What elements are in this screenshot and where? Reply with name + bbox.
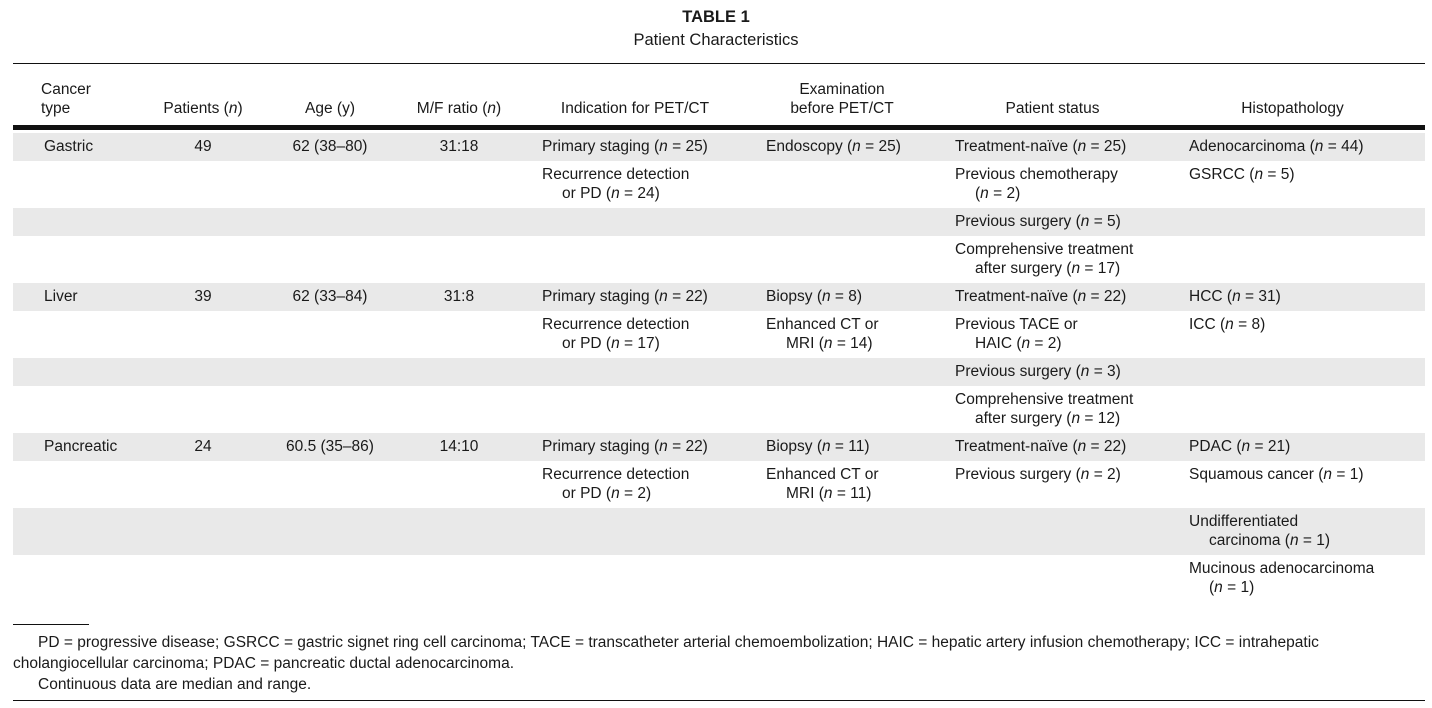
table-cell-histopathology (1189, 165, 1419, 184)
cell-line: Endoscopy (n = 25) (766, 138, 901, 155)
row-band (13, 208, 1425, 236)
cell-line: Mucinous adenocarcinoma (1189, 560, 1375, 577)
header-patients (143, 76, 263, 118)
table-cell-indication (542, 315, 752, 353)
cell-line: Undifferentiated (1189, 513, 1299, 530)
table-cell-examination (766, 315, 951, 353)
table-cell-histopathology (1189, 287, 1419, 306)
cell-line: Biopsy (n = 11) (766, 438, 870, 455)
cell-line: 62 (38–80) (292, 138, 368, 155)
cell-line: after surgery (n = 12) (975, 410, 1121, 427)
header-examination: Examination before PET/CT (790, 81, 894, 117)
footnote-rule (13, 624, 89, 625)
cell-line: Liver (44, 288, 78, 305)
cell-line: Adenocarcinoma (n = 44) (1189, 138, 1364, 155)
cell-line: Pancreatic (44, 438, 118, 455)
table-cell-cancer-type (44, 287, 144, 306)
table-title: TABLE 1 (682, 8, 750, 26)
cell-line: Primary staging (n = 25) (542, 138, 708, 155)
cell-line: or PD (n = 24) (562, 185, 660, 202)
cell-line: ICC (n = 8) (1189, 316, 1266, 333)
header-status: Patient status (1005, 100, 1100, 117)
cell-line: Comprehensive treatment (955, 391, 1134, 408)
table-cell-histopathology (1189, 315, 1419, 334)
cell-line: GSRCC (n = 5) (1189, 166, 1295, 183)
table-cell-indication (542, 465, 752, 503)
table-cell-status (955, 390, 1180, 428)
cell-line: 49 (194, 138, 212, 155)
cell-line: after surgery (n = 17) (975, 260, 1121, 277)
bottom-rule (13, 700, 1425, 701)
cell-line: Squamous cancer (n = 1) (1189, 466, 1364, 483)
cell-line: 39 (194, 288, 212, 305)
table-cell-status (955, 240, 1180, 278)
header-histopathology: Histopathology (1241, 100, 1344, 117)
footnote-note: Continuous data are median and range. (38, 676, 312, 693)
cell-line: HAIC (n = 2) (975, 335, 1062, 352)
table-cell-status (955, 212, 1180, 231)
table-cell-examination (766, 287, 951, 306)
header-rule (13, 125, 1425, 130)
table-subtitle: Patient Characteristics (633, 31, 799, 49)
cell-line: Primary staging (n = 22) (542, 438, 708, 455)
header-age: Age (y) (305, 100, 355, 117)
cell-line: 24 (194, 438, 212, 455)
table-cell-examination (766, 137, 951, 156)
cell-line: Treatment-naïve (n = 25) (955, 138, 1127, 155)
header-mf-ratio-text: M/F ratio (n) (416, 100, 502, 117)
table-cell-status (955, 287, 1180, 306)
cell-line: 31:18 (439, 138, 479, 155)
footnote-abbreviations: PD = progressive disease; GSRCC = gastric signet ring cell carcinoma; TACE = transcatheter arterial chemoembolization; HAIC = hepatic artery infusion chemotherapy; ICC = intrahepatic cholangiocellular carcinoma; PDAC = pancreatic ductal adenocarcinoma. (13, 634, 1319, 672)
cell-line: 62 (33–84) (292, 288, 368, 305)
cell-line: PDAC (n = 21) (1189, 438, 1291, 455)
cell-line: Previous TACE or (955, 316, 1078, 333)
table-cell-status (955, 165, 1180, 203)
cell-line: MRI (n = 14) (786, 335, 873, 352)
header-mf-ratio (399, 76, 519, 118)
cell-line: MRI (n = 11) (786, 485, 872, 502)
cell-line: Gastric (44, 138, 94, 155)
cell-line: Primary staging (n = 22) (542, 288, 708, 305)
table-cell-indication (542, 165, 752, 203)
cell-line: Treatment-naïve (n = 22) (955, 438, 1127, 455)
table-cell-cancer-type (44, 137, 144, 156)
table-cell-patients (143, 437, 263, 456)
table-cell-status (955, 362, 1180, 381)
table-cell-indication (542, 137, 752, 156)
cell-line: Previous surgery (n = 5) (955, 213, 1121, 230)
cell-line: 14:10 (439, 438, 479, 455)
top-rule (13, 63, 1425, 64)
table-cell-age (270, 137, 390, 156)
cell-line: Enhanced CT or (766, 466, 879, 483)
table-cell-patients (143, 137, 263, 156)
cell-line: Comprehensive treatment (955, 241, 1134, 258)
table-cell-status (955, 465, 1180, 484)
cell-line: Enhanced CT or (766, 316, 879, 333)
header-cancer-type: Cancer type (41, 81, 91, 117)
table-cell-status (955, 137, 1180, 156)
table-cell-cancer-type (44, 437, 144, 456)
table-cell-status (955, 437, 1180, 456)
table-cell-histopathology (1189, 559, 1419, 597)
table-cell-status (955, 315, 1180, 353)
cell-line: or PD (n = 2) (562, 485, 652, 502)
table-cell-mf-ratio (399, 287, 519, 306)
table-cell-histopathology (1189, 137, 1419, 156)
table-cell-indication (542, 287, 752, 306)
cell-line: Recurrence detection (542, 166, 690, 183)
cell-line: 31:8 (443, 288, 475, 305)
table-cell-patients (143, 287, 263, 306)
table-cell-examination (766, 437, 951, 456)
cell-line: or PD (n = 17) (562, 335, 660, 352)
cell-line: Recurrence detection (542, 466, 690, 483)
cell-line: Recurrence detection (542, 316, 690, 333)
row-band (13, 358, 1425, 386)
cell-line: HCC (n = 31) (1189, 288, 1281, 305)
cell-line: Previous chemotherapy (955, 166, 1118, 183)
cell-line: 60.5 (35–86) (286, 438, 374, 455)
cell-line: carcinoma (n = 1) (1209, 532, 1331, 549)
cell-line: Treatment-naïve (n = 22) (955, 288, 1127, 305)
table-cell-indication (542, 437, 752, 456)
table-cell-histopathology (1189, 465, 1419, 484)
table-cell-age (270, 437, 390, 456)
table-cell-mf-ratio (399, 437, 519, 456)
cell-line: Biopsy (n = 8) (766, 288, 863, 305)
table-cell-examination (766, 465, 951, 503)
table-cell-histopathology (1189, 437, 1419, 456)
cell-line: Previous surgery (n = 2) (955, 466, 1121, 483)
cell-line: Previous surgery (n = 3) (955, 363, 1121, 380)
table-cell-age (270, 287, 390, 306)
table-cell-histopathology (1189, 512, 1419, 550)
cell-line: (n = 1) (1209, 579, 1255, 596)
header-patients-text: Patients (n) (163, 100, 243, 117)
header-indication: Indication for PET/CT (560, 100, 710, 117)
table-cell-mf-ratio (399, 137, 519, 156)
cell-line: (n = 2) (975, 185, 1021, 202)
